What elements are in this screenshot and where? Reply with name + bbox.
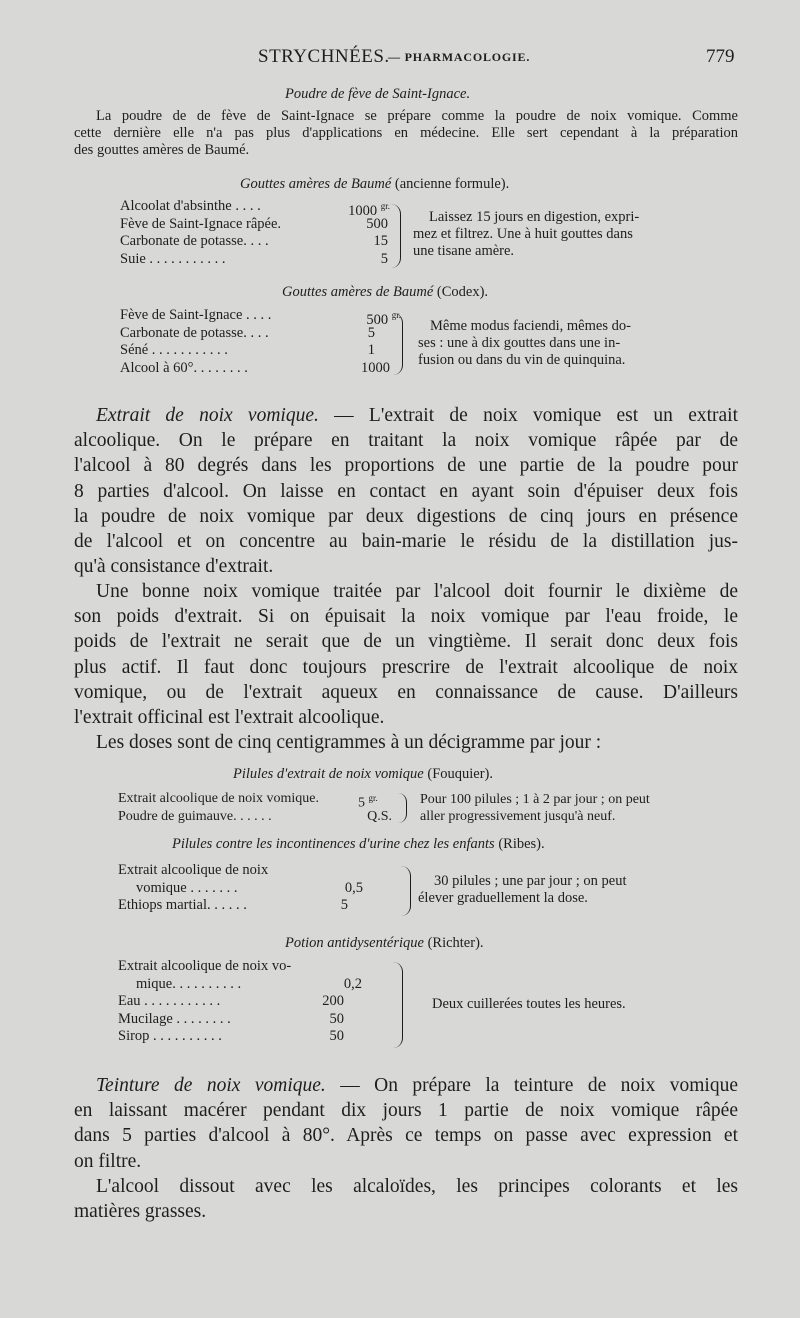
text-line: L'alcool dissout avec les alcaloïdes, les principes colorants et les — [96, 1176, 738, 1197]
text-line: vomique, ou de l'extrait aqueux en connaissance de cause. D'ailleurs — [74, 681, 738, 703]
ingredient-qty: 5 — [380, 250, 388, 267]
text-line: cette dernière elle n'a pas plus d'applications en médecine. Elle sert cependant à la préparation — [74, 125, 738, 141]
unit-label: gr. — [368, 793, 378, 803]
note-line: aller progressivement jusqu'à neuf. — [420, 809, 616, 824]
recipe-heading-italic: Pilules d'extrait de noix vomique — [233, 766, 424, 782]
recipe-row — [118, 790, 418, 811]
recipe-note — [432, 996, 626, 1013]
recipe-row — [118, 808, 418, 826]
ingredient-qty: 50 — [329, 1010, 344, 1027]
ingredient-name: vomique . . . . . . . — [136, 879, 238, 896]
recipe-row — [118, 880, 408, 898]
text-line: La poudre de de fève de Saint-Ignace se prépare comme la poudre de noix vomique. Comme — [96, 108, 738, 124]
text-line: la poudre de noix vomique par deux digestions de cinq jours en présence — [74, 505, 738, 527]
brace — [390, 313, 403, 375]
text-line: Teinture de noix vomique. — On prépare la teinture de noix vomique — [96, 1075, 739, 1096]
paragraph-doses — [74, 730, 738, 755]
ingredient-qty: 500 — [366, 215, 388, 232]
ingredient-qty: Q.S. — [367, 808, 392, 824]
recipe-heading-potion — [285, 935, 484, 952]
brace — [398, 793, 407, 823]
recipe-row — [120, 325, 410, 343]
ingredient-qty: 200 — [322, 993, 344, 1009]
brace — [390, 962, 403, 1048]
running-header — [0, 46, 800, 76]
section-title: Extrait de noix vomique. — [96, 405, 319, 426]
recipe-heading-italic: Gouttes amères de Baumé — [240, 176, 392, 192]
text-line: qu'à consistance d'extrait. — [74, 556, 274, 578]
recipe-heading-baume-codex — [282, 284, 488, 301]
unit-label: gr. — [380, 201, 390, 211]
recipe-row — [120, 216, 400, 234]
section-title: Teinture de noix vomique. — [96, 1075, 326, 1096]
text-line: Une bonne noix vomique traitée par l'alcool doit fournir le dixième de — [96, 581, 738, 602]
recipe-heading-source: (Fouquier). — [427, 766, 494, 782]
recipe-row — [120, 251, 400, 269]
text-line: son poids d'extrait. Si on épuisait la noix vomique par l'eau froide, le — [74, 606, 738, 628]
text-line: dans 5 parties d'alcool à 80°. Après ce temps on passe avec expression et — [74, 1125, 738, 1147]
unit-label: gr. — [391, 310, 401, 320]
recipe-note — [418, 873, 627, 907]
ingredient-name: Sirop . . . . . . . . . . — [118, 1028, 222, 1044]
text-line: l'extrait officinal est l'extrait alcoolique. — [74, 707, 385, 729]
header-title: STRYCHNÉES. — [258, 46, 390, 67]
text-line: des gouttes amères de Baumé. — [74, 142, 250, 158]
header-subtitle: — PHARMACOLOGIE. — [388, 50, 531, 64]
ingredient-qty: 5 — [358, 795, 365, 811]
recipe-heading-source: (Richter). — [427, 935, 484, 951]
ingredient-qty: 500 — [366, 311, 389, 328]
ingredient-name: Extrait alcoolique de noix vo- — [118, 958, 292, 974]
recipe-heading-source: (Ribes). — [498, 836, 545, 852]
recipe-note — [420, 791, 650, 825]
recipe-row — [120, 342, 410, 360]
recipe-row — [118, 976, 408, 994]
note-line: Deux cuillerées toutes les heures. — [432, 996, 626, 1012]
ingredient-qty: 5 — [367, 324, 375, 341]
ingredient-name: Séné . . . . . . . . . . . — [120, 342, 228, 358]
recipe-heading-baume-ancienne — [240, 176, 509, 193]
ingredient-name: Alcool à 60°. . . . . . . . — [120, 359, 248, 376]
text-line: on filtre. — [74, 1150, 142, 1172]
recipe-heading-italic: Gouttes amères de Baumé — [282, 284, 434, 300]
recipe-row — [118, 862, 408, 880]
ingredient-qty: 0,2 — [343, 975, 362, 992]
recipe-heading-source: (ancienne formule). — [394, 176, 510, 192]
text-line: matières grasses. — [74, 1201, 207, 1223]
paragraph-teinture-2 — [74, 1174, 738, 1224]
ingredient-name: Alcoolat d'absinthe . . . . — [120, 198, 261, 214]
text-line: poids de l'extrait ne serait que de un vingtième. Il serait donc deux fois — [74, 631, 738, 653]
paragraph-feve — [74, 108, 738, 159]
ingredient-name: Extrait alcoolique de noix vomique. — [118, 791, 320, 806]
recipe-row — [120, 198, 400, 219]
ingredient-name: mique. . . . . . . . . . — [136, 975, 242, 992]
recipe-row — [120, 233, 400, 251]
note-line: mez et filtrez. Une à huit gouttes dans — [413, 226, 633, 242]
recipe-row — [120, 360, 410, 378]
recipe-note — [418, 318, 631, 369]
ingredient-name: Fève de Saint-Ignace râpée. — [120, 215, 282, 232]
text-line: 8 parties d'alcool. On laisse en contact en ayant soin d'épuiser deux fois — [74, 480, 738, 502]
text-line: Les doses sont de cinq centigrammes à un décigramme par jour : — [96, 732, 602, 753]
ingredient-name: Poudre de guimauve. . . . . . — [118, 808, 272, 824]
text-line: l'alcool à 80 degrés dans les proportions de une partie de la poudre pour — [74, 455, 738, 477]
text-line: Extrait de noix vomique. — L'extrait de noix vomique est un extrait — [96, 405, 739, 426]
paragraph-extrait — [74, 403, 738, 579]
ingredient-name: Eau . . . . . . . . . . . — [118, 993, 221, 1009]
note-line: Laissez 15 jours en digestion, expri- — [429, 209, 640, 225]
ingredient-name: Ethiops martial. . . . . . — [118, 897, 247, 913]
ingredient-name: Fève de Saint-Ignace . . . . — [120, 307, 272, 323]
recipe-row — [118, 1028, 408, 1046]
ingredient-qty: 1000 — [361, 359, 390, 376]
text-line: plus actif. Il faut donc toujours prescrire de l'extrait alcoolique de noix — [74, 656, 738, 678]
paragraph-teinture — [74, 1073, 738, 1174]
page-number: 779 — [706, 46, 735, 67]
ingredient-qty: 50 — [329, 1028, 344, 1044]
note-line: Même modus faciendi, mêmes do- — [430, 318, 631, 334]
ingredient-qty: 15 — [373, 233, 388, 249]
ingredient-name: Extrait alcoolique de noix — [118, 862, 269, 878]
paragraph-extrait-2 — [74, 579, 738, 730]
brace — [388, 204, 401, 268]
recipe-baume-ancienne — [120, 198, 400, 268]
recipe-ribes — [118, 862, 408, 915]
recipe-row — [118, 897, 408, 915]
recipe-row — [118, 1011, 408, 1029]
section-heading-feve: Poudre de fève de Saint-Ignace. — [285, 86, 471, 102]
recipe-potion — [118, 958, 408, 1046]
note-line: une tisane amère. — [413, 243, 515, 259]
recipe-fouquier — [118, 790, 418, 825]
ingredient-name: Carbonate de potasse. . . . — [120, 324, 269, 341]
recipe-heading-ribes — [172, 836, 545, 853]
recipe-heading-fouquier — [233, 766, 493, 783]
ingredient-qty: 5 — [340, 897, 348, 913]
text-line: de l'alcool et on concentre au bain-marie le résidu de la distillation jus- — [74, 531, 738, 553]
ingredient-name: Suie . . . . . . . . . . . — [120, 250, 226, 267]
recipe-baume-codex — [120, 307, 410, 377]
note-line: ses : une à dix gouttes dans une in- — [418, 335, 621, 351]
ingredient-qty: 0,5 — [344, 879, 363, 896]
recipe-heading-italic: Pilules contre les incontinences d'urine chez les enfants — [172, 836, 495, 852]
note-line: élever graduellement la dose. — [418, 890, 588, 906]
recipe-note — [413, 209, 639, 260]
recipe-row — [118, 993, 408, 1011]
ingredient-name: Mucilage . . . . . . . . — [118, 1010, 231, 1027]
recipe-row — [118, 958, 408, 976]
ingredient-qty: 1 — [367, 342, 375, 358]
recipe-heading-italic: Potion antidysentérique — [285, 935, 424, 951]
text-line: alcoolique. On le prépare en traitant la noix vomique râpée par de — [74, 430, 738, 452]
ingredient-qty: 1000 — [348, 202, 378, 219]
note-line: Pour 100 pilules ; 1 à 2 par jour ; on peut — [420, 792, 650, 807]
text-line: en laissant macérer pendant dix jours 1 partie de noix vomique râpée — [74, 1100, 738, 1122]
recipe-heading-source: (Codex). — [436, 284, 489, 300]
recipe-row — [120, 307, 410, 328]
brace — [398, 866, 411, 916]
note-line: 30 pilules ; une par jour ; on peut — [434, 873, 627, 889]
note-line: fusion ou dans du vin de quinquina. — [418, 352, 626, 368]
ingredient-name: Carbonate de potasse. . . . — [120, 233, 269, 249]
